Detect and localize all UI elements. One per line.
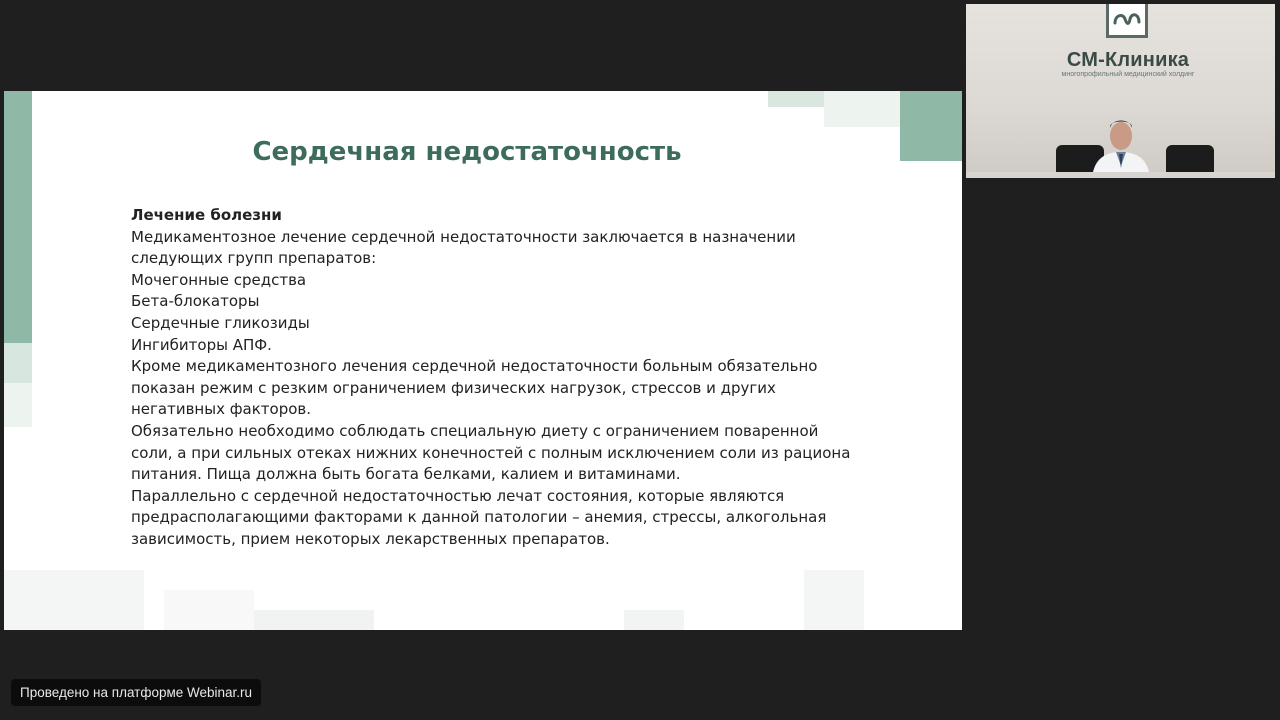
slide-paragraph: Обязательно необходимо соблюдать специальную диету с ограничением поваренной соли, а при сильных отеках нижних конечностей с полным исключением соли из рациона питания. Пища должна быть богата белками, калием и витаминами. <box>131 421 851 484</box>
slide-paragraph: Кроме медикаментозного лечения сердечной недостаточности больным обязательно показан режим с резким ограничением физических нагрузок, стрессов и других негативных факторов. <box>131 357 818 419</box>
clinic-brand-name: СМ-Клиника <box>1066 49 1190 71</box>
slide-list-item: Ингибиторы АПФ. <box>131 335 272 354</box>
slide-paragraph: Параллельно с сердечной недостаточностью лечат состояния, которые являются предрасполагающими факторами к данной патологии – анемия, стрессы, алкогольная зависимость, прием некоторых лекарственных препаратов. <box>131 486 827 548</box>
slide-deco-tile <box>254 610 374 630</box>
slide-body <box>131 205 851 551</box>
slide-list-item: Сердечные гликозиды <box>131 313 310 332</box>
slide-deco-square <box>768 91 824 107</box>
clinic-logo-icon <box>1112 9 1142 31</box>
slide-deco-tile <box>804 570 864 630</box>
desk <box>966 172 1275 178</box>
slide-deco-tile <box>624 610 684 630</box>
clinic-logo <box>1106 4 1148 38</box>
slide-deco-tile <box>164 590 254 630</box>
slide-title: Сердечная недостаточность <box>252 137 682 167</box>
presenter-webcam[interactable] <box>966 4 1275 178</box>
slide-left-stripe-light <box>4 343 32 383</box>
slide-deco-square <box>824 91 900 127</box>
slide-section-heading: Лечение болезни <box>131 206 282 224</box>
slide-list-item: Мочегонные средства <box>131 270 307 289</box>
slide-left-stripe-lighter <box>4 383 32 427</box>
slide-list-item: Бета-блокаторы <box>131 292 260 311</box>
slide-left-stripe <box>4 91 32 343</box>
platform-badge[interactable]: Проведено на платформе Webinar.ru <box>11 679 261 706</box>
presentation-slide <box>4 91 962 630</box>
slide-paragraph: Медикаментозное лечение сердечной недостаточности заключается в назначении следующих групп препаратов: <box>131 227 796 268</box>
presenter-figure <box>1086 114 1156 178</box>
clinic-tagline: многопрофильный медицинский холдинг <box>1061 71 1195 78</box>
slide-deco-tile <box>4 570 144 630</box>
